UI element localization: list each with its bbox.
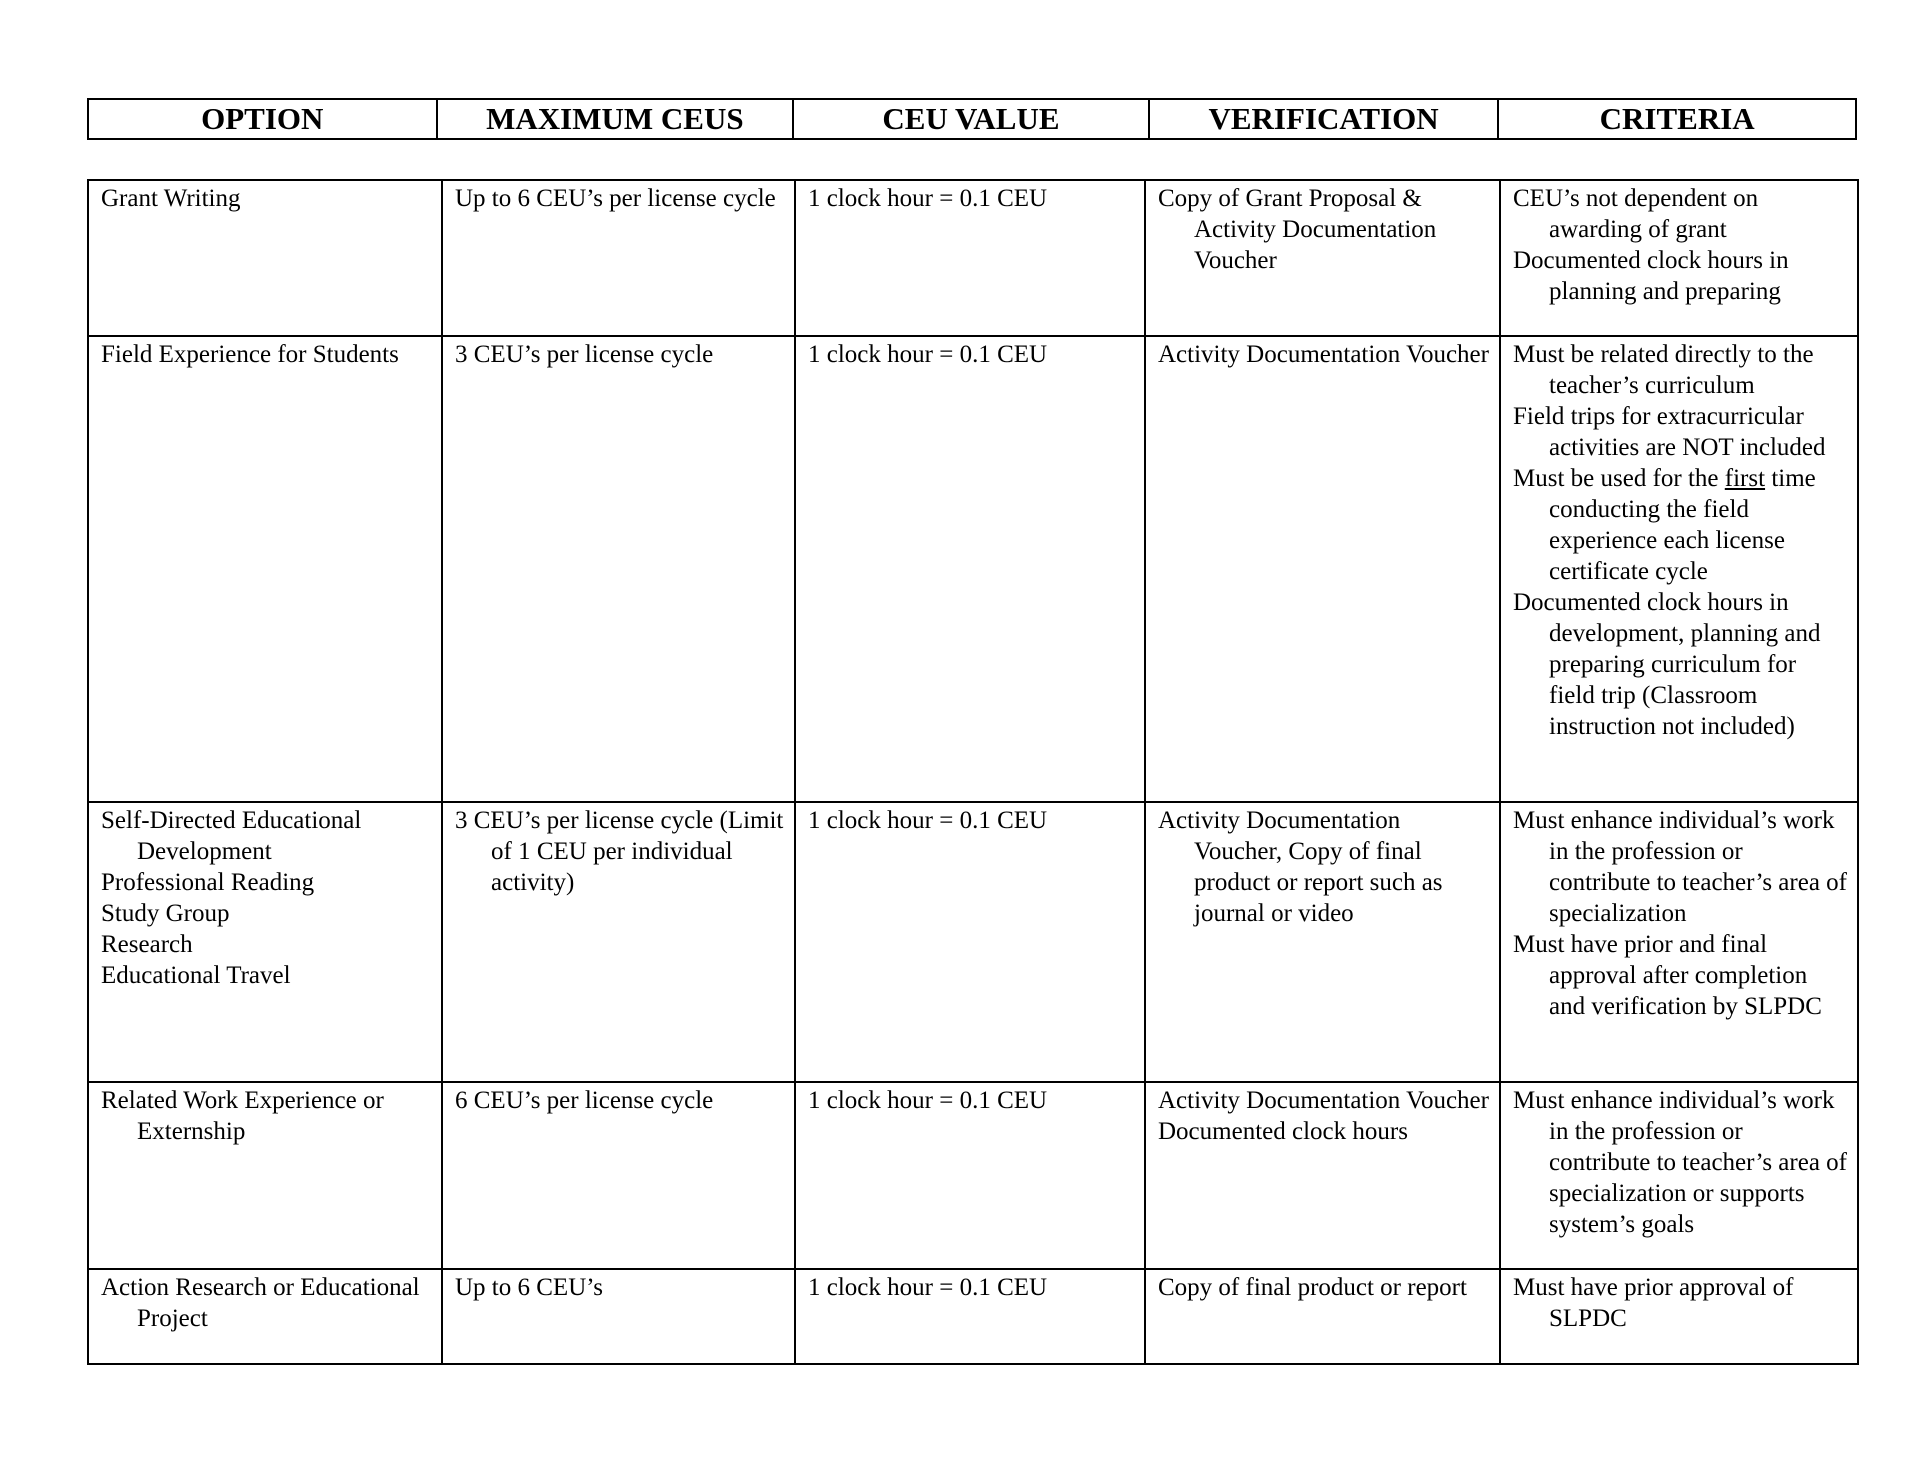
cell-line: CEU’s not dependent on awarding of grant <box>1513 185 1759 243</box>
option-cell <box>88 180 442 336</box>
maximum-ceus-cell <box>442 180 795 336</box>
verification-cell <box>1145 802 1500 1082</box>
underlined-word: first <box>1724 465 1766 492</box>
verification-cell <box>1145 336 1500 802</box>
header-row <box>88 99 1856 139</box>
table-row <box>88 1082 1858 1269</box>
cell-line: Must enhance individual’s work in the profession or contribute to teacher’s area of specialization or supports system’s goals <box>1513 1087 1847 1238</box>
option-cell <box>88 336 442 802</box>
cell-line: 6 CEU’s per license cycle <box>455 1087 714 1114</box>
cell-line: Copy of Grant Proposal & Activity Documentation Voucher <box>1158 185 1437 274</box>
cell-line: Professional Reading <box>101 869 315 896</box>
table-row <box>88 802 1858 1082</box>
cell-line: 3 CEU’s per license cycle (Limit of 1 CEU per individual activity) <box>455 807 784 896</box>
cell-line: Action Research or Educational Project <box>101 1274 420 1332</box>
ceu-value-cell <box>795 1269 1145 1364</box>
cell-line: Grant Writing <box>101 185 241 212</box>
cell-line <box>1513 463 1847 587</box>
table-row <box>88 336 1858 802</box>
ceu-value-cell <box>795 802 1145 1082</box>
cell-line: Study Group <box>101 900 230 927</box>
header-criteria: CRITERIA <box>1498 99 1856 139</box>
header-maximum-ceus: MAXIMUM CEUS <box>437 99 794 139</box>
criteria-cell <box>1500 1082 1858 1269</box>
cell-line: Must have prior and final approval after completion and verification by SLPDC <box>1513 931 1822 1020</box>
table-row <box>88 1269 1858 1364</box>
verification-cell <box>1145 180 1500 336</box>
option-cell <box>88 1082 442 1269</box>
cell-line: 1 clock hour = 0.1 CEU <box>808 1087 1048 1114</box>
cell-text-part: time conducting the field experience each license certificate cycle <box>1549 465 1816 585</box>
header-option: OPTION <box>88 99 437 139</box>
cell-line: Activity Documentation Voucher <box>1158 1087 1489 1114</box>
table-row <box>88 180 1858 336</box>
cell-line: Documented clock hours in development, planning and preparing curriculum for field trip (Classroom instruction not included) <box>1513 589 1821 740</box>
cell-line: 1 clock hour = 0.1 CEU <box>808 1274 1048 1301</box>
cell-line: Self-Directed Educational Development <box>101 807 362 865</box>
cell-line: 1 clock hour = 0.1 CEU <box>808 185 1048 212</box>
cell-line: 3 CEU’s per license cycle <box>455 341 714 368</box>
cell-line: Up to 6 CEU’s <box>455 1274 603 1301</box>
header-verification: VERIFICATION <box>1149 99 1499 139</box>
cell-line: Activity Documentation Voucher, Copy of final product or report such as journal or video <box>1158 807 1443 927</box>
option-cell <box>88 802 442 1082</box>
cell-line: Must enhance individual’s work in the profession or contribute to teacher’s area of specialization <box>1513 807 1847 927</box>
maximum-ceus-cell <box>442 802 795 1082</box>
ceu-options-table <box>87 179 1859 1365</box>
criteria-cell <box>1500 802 1858 1082</box>
cell-line: Documented clock hours in planning and preparing <box>1513 247 1789 305</box>
cell-line: Field trips for extracurricular activities are NOT included <box>1513 403 1826 461</box>
cell-line: Related Work Experience or Externship <box>101 1087 384 1145</box>
cell-line: Must have prior approval of SLPDC <box>1513 1274 1794 1332</box>
cell-text-part: Must be used for the <box>1513 465 1725 492</box>
criteria-cell <box>1500 1269 1858 1364</box>
ceu-options-body <box>88 180 1858 1364</box>
cell-line: Educational Travel <box>101 962 291 989</box>
cell-line: 1 clock hour = 0.1 CEU <box>808 341 1048 368</box>
cell-line: Activity Documentation Voucher <box>1158 341 1489 368</box>
verification-cell <box>1145 1082 1500 1269</box>
maximum-ceus-cell <box>442 336 795 802</box>
cell-line: Copy of final product or report <box>1158 1274 1467 1301</box>
maximum-ceus-cell <box>442 1082 795 1269</box>
criteria-cell <box>1500 336 1858 802</box>
verification-cell <box>1145 1269 1500 1364</box>
ceu-value-cell <box>795 180 1145 336</box>
cell-line: 1 clock hour = 0.1 CEU <box>808 807 1048 834</box>
option-cell <box>88 1269 442 1364</box>
ceu-value-cell <box>795 1082 1145 1269</box>
cell-line: Up to 6 CEU’s per license cycle <box>455 185 776 212</box>
column-header-table <box>87 98 1857 140</box>
ceu-value-cell <box>795 336 1145 802</box>
cell-line: Research <box>101 931 193 958</box>
maximum-ceus-cell <box>442 1269 795 1364</box>
cell-line: Must be related directly to the teacher’s curriculum <box>1513 341 1814 399</box>
cell-line: Field Experience for Students <box>101 341 399 368</box>
header-ceu-value: CEU VALUE <box>793 99 1149 139</box>
criteria-cell <box>1500 180 1858 336</box>
cell-line: Documented clock hours <box>1158 1118 1408 1145</box>
